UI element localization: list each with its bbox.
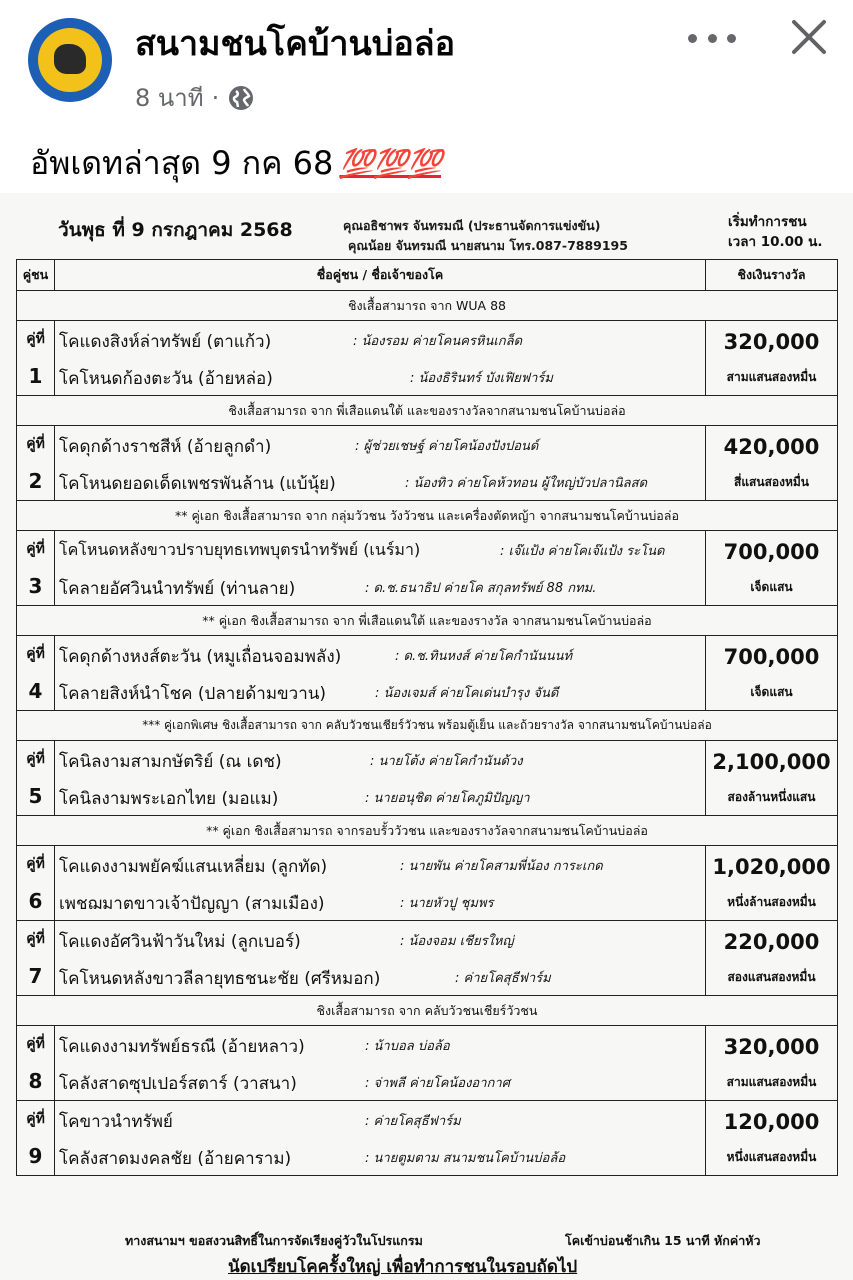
prize-cell bbox=[706, 1101, 838, 1176]
pair-number: 2 bbox=[28, 469, 43, 493]
owner-name: : นายตูมตาม สนามชนโคบ้านบ่อล้อ bbox=[365, 1151, 566, 1166]
prize-cell bbox=[706, 1026, 838, 1101]
owner-name: : ค่ายโคสุธีฟาร์ม bbox=[455, 971, 551, 986]
cow-name: โคลายสิงห์นำโชค (ปลายด้ามขวาน) bbox=[59, 684, 327, 704]
prize-cell bbox=[706, 741, 838, 816]
pair-number: 4 bbox=[28, 679, 43, 703]
prize-amount: 2,100,000 bbox=[712, 749, 831, 774]
prize-amount: 420,000 bbox=[723, 434, 820, 459]
table-row bbox=[17, 1026, 838, 1101]
post-meta bbox=[135, 78, 255, 117]
names-cell bbox=[55, 531, 706, 606]
cow-name: โคนิลงามพระเอกไทย (มอแม) bbox=[59, 789, 279, 809]
cow-name: โคโหนดหลังขาวปราบยุทธเทพบุตรนำทรัพย์ (เนร์มา) bbox=[59, 540, 421, 559]
meta-dot: · bbox=[211, 83, 220, 112]
owner-name: : นายหัวปู ชุมพร bbox=[400, 896, 494, 911]
note-row bbox=[17, 396, 838, 426]
owner-name: : น้าบอล บ่อล้อ bbox=[365, 1039, 450, 1054]
pair-word: คู่ที่ bbox=[26, 541, 45, 557]
footer-next-round: นัดเปรียบโคครั้งใหญ่ เพื่อทำการชนในรอบถัดไป bbox=[228, 1257, 578, 1277]
cow-name: โคลายอัศวินนำทรัพย์ (ท่านลาย) bbox=[59, 579, 296, 599]
owner-name: : น้องจอม เชียรใหญ่ bbox=[400, 934, 514, 949]
post-header bbox=[0, 0, 853, 130]
prize-cell bbox=[706, 426, 838, 501]
owner-name: : น้องรอม ค่ายโคนครหินเกล็ด bbox=[353, 334, 523, 349]
table-row bbox=[17, 921, 838, 996]
note-text: ชิงเสื้อสามารถ จาก คลับวัวชนเชียร์วัวชน bbox=[17, 996, 838, 1026]
prize-cell bbox=[706, 531, 838, 606]
names-cell bbox=[55, 636, 706, 711]
names-cell bbox=[55, 741, 706, 816]
poster-image[interactable] bbox=[0, 193, 853, 1280]
note-text: ** คู่เอก ชิงเสื้อสามารถ จากรอบรั้ววัวชน และของรางวัลจากสนามชนโคบ้านบ่อล่อ bbox=[17, 816, 838, 846]
prize-words: หนึ่งล้านสองหมื่น bbox=[727, 894, 816, 909]
owner-name: : ด.ช.ธนาธิป ค่ายโค สกุลทรัพย์ 88 กทม. bbox=[365, 581, 597, 596]
prize-amount: 120,000 bbox=[723, 1109, 820, 1134]
page-name[interactable]: สนามชนโคบ้านบ่อล่อ bbox=[135, 24, 455, 64]
event-date: วันพุธ ที่ 9 กรกฎาคม 2568 bbox=[58, 219, 293, 241]
prize-words: สามแสนสองหมื่น bbox=[726, 369, 817, 384]
cow-name: โคดุกด้างหงส์ตะวัน (หมูเถื่อนจอมพลัง) bbox=[59, 647, 342, 667]
prize-words: เจ็ดแสน bbox=[750, 579, 793, 594]
col-pair: คู่ชน bbox=[17, 260, 55, 291]
owner-name: : น้องทิว ค่ายโคห้วทอน ผู้ใหญ่บัวปลานิลสด bbox=[405, 476, 648, 491]
owner-name: : น้องธิรินทร์ บังเฟิยฟาร์ม bbox=[410, 371, 553, 386]
pair-number: 8 bbox=[28, 1069, 43, 1093]
note-row bbox=[17, 711, 838, 741]
cow-name: โคแดงงามพยัคฆ์แสนเหลี่ยม (ลูกทัด) bbox=[59, 857, 328, 877]
note-row bbox=[17, 606, 838, 636]
pair-number: 9 bbox=[28, 1144, 43, 1168]
start-label: เริ่มทำการชน bbox=[728, 214, 807, 230]
prize-cell bbox=[706, 321, 838, 396]
col-names: ชื่อคู่ชน / ชื่อเจ้าของโค bbox=[55, 260, 706, 291]
owner-name: : ผู้ช่วยเชษฐ์ ค่ายโคน้องปังปอนด์ bbox=[355, 439, 539, 454]
footer-late-rule: โคเข้าบ่อนช้าเกิน 15 นาที หักค่าหัว bbox=[565, 1233, 761, 1248]
pair-cell bbox=[17, 846, 55, 921]
pair-word: คู่ที่ bbox=[26, 331, 45, 347]
note-text: ชิงเสื้อสามารถ จาก พี่เสือแดนใต้ และของรางวัลจากสนามชนโคบ้านบ่อล่อ bbox=[17, 396, 838, 426]
prize-words: หนึ่งแสนสองหมื่น bbox=[726, 1149, 817, 1164]
pair-number: 3 bbox=[28, 574, 43, 598]
owner-name: : นายโต้ง ค่ายโคกำนันด้วง bbox=[370, 754, 523, 769]
prize-amount: 320,000 bbox=[723, 1034, 820, 1059]
names-cell bbox=[55, 426, 706, 501]
prize-amount: 700,000 bbox=[723, 644, 820, 669]
pair-cell bbox=[17, 741, 55, 816]
pair-cell bbox=[17, 426, 55, 501]
cow-name: โคแดงงามทรัพย์ธรณี (อ้ายหลาว) bbox=[59, 1037, 305, 1057]
note-row bbox=[17, 501, 838, 531]
note-text: *** คู่เอกพิเศษ ชิงเสื้อสามารถ จาก คลับวัวชนเชียร์วัวชน พร้อมตู้เย็น และถ้วยรางวัล จากสนามชนโคบ้านบ่อล่อ bbox=[17, 711, 838, 741]
names-cell bbox=[55, 321, 706, 396]
pair-cell bbox=[17, 321, 55, 396]
pair-cell bbox=[17, 1026, 55, 1101]
owner-name: : น้องเจมส์ ค่ายโคเด่นบำรุง จันดี bbox=[375, 686, 559, 701]
bull-icon bbox=[54, 44, 86, 74]
pair-cell bbox=[17, 921, 55, 996]
cow-name: โคโหนดก้องตะวัน (อ้ายหล่อ) bbox=[59, 369, 273, 389]
post-caption-text: อัพเดทล่าสุด 9 กค 68 bbox=[30, 144, 334, 182]
prize-cell bbox=[706, 846, 838, 921]
avatar-logo bbox=[38, 28, 102, 92]
col-prize: ชิงเงินรางวัล bbox=[706, 260, 838, 291]
table-row bbox=[17, 1101, 838, 1176]
field-master-line: คุณน้อย จันทรมณี นายสนาม โทร.087-7889195 bbox=[348, 238, 628, 253]
note-text: ชิงเสื้อสามารถ จาก WUA 88 bbox=[17, 291, 838, 321]
pair-word: คู่ที่ bbox=[26, 436, 45, 452]
close-icon[interactable] bbox=[788, 16, 830, 58]
prize-amount: 320,000 bbox=[723, 329, 820, 354]
table-row bbox=[17, 636, 838, 711]
prize-words: สามแสนสองหมื่น bbox=[726, 1074, 817, 1089]
prize-words: สี่แสนสองหมื่น bbox=[734, 474, 809, 489]
pair-number: 6 bbox=[28, 889, 43, 913]
prize-words: สองล้านหนึ่งแสน bbox=[727, 789, 816, 804]
owner-name: : นายอนุชิต ค่ายโคภูมิปัญญา bbox=[365, 791, 530, 806]
note-row bbox=[17, 291, 838, 321]
start-time: เวลา 10.00 น. bbox=[728, 234, 823, 250]
table-row bbox=[17, 531, 838, 606]
note-row bbox=[17, 996, 838, 1026]
more-options-icon[interactable] bbox=[688, 28, 736, 48]
pair-number: 1 bbox=[28, 364, 43, 388]
pair-word: คู่ที่ bbox=[26, 1111, 45, 1127]
owner-name: : เจ๊แป้ง ค่ายโคเจ๊แป้ง ระโนด bbox=[500, 544, 665, 559]
pair-cell bbox=[17, 636, 55, 711]
prize-amount: 700,000 bbox=[723, 539, 820, 564]
prize-cell bbox=[706, 636, 838, 711]
owner-name: : ค่ายโคสุธีฟาร์ม bbox=[365, 1114, 461, 1129]
owner-name: : จ่าพลี ค่ายโคน้องอากาศ bbox=[365, 1076, 510, 1091]
note-row bbox=[17, 816, 838, 846]
pair-word: คู่ที่ bbox=[26, 856, 45, 872]
owner-name: : นายพัน ค่ายโคสามพี่น้อง การะเกด bbox=[400, 859, 603, 874]
table-row bbox=[17, 321, 838, 396]
pair-number: 5 bbox=[28, 784, 43, 808]
post-caption bbox=[30, 138, 441, 189]
post-time[interactable]: 8 นาที bbox=[135, 84, 204, 112]
hundred-emoji: 💯💯💯 bbox=[339, 147, 441, 180]
table-row bbox=[17, 426, 838, 501]
note-text: ** คู่เอก ชิงเสื้อสามารถ จาก กลุ่มวัวชน วังวัวชน และเครื่องตัดหญ้า จากสนามชนโคบ้านบ่อล่อ bbox=[17, 501, 838, 531]
globe-icon bbox=[227, 84, 255, 112]
names-cell bbox=[55, 1026, 706, 1101]
names-cell bbox=[55, 1101, 706, 1176]
page-avatar[interactable] bbox=[28, 18, 112, 102]
cow-name: โคลังสาดซุปเปอร์สตาร์ (วาสนา) bbox=[59, 1074, 297, 1094]
table-header bbox=[17, 260, 838, 291]
pair-cell bbox=[17, 1101, 55, 1176]
organizer-line: คุณอธิชาพร จันทรมณี (ประธานจัดการแข่งขัน) bbox=[343, 218, 601, 233]
names-cell bbox=[55, 846, 706, 921]
cow-name: โคลังสาดมงคลชัย (อ้ายคาราม) bbox=[59, 1149, 292, 1169]
pair-word: คู่ที่ bbox=[26, 931, 45, 947]
cow-name: โคแดงอัศวินฟ้าวันใหม่ (ลูกเบอร์) bbox=[59, 932, 301, 952]
table-row bbox=[17, 846, 838, 921]
cow-name: โคขาวนำทรัพย์ bbox=[59, 1112, 173, 1132]
cow-name: โคโหนดยอดเด็ดเพชรพันล้าน (แบ้นุ้ย) bbox=[59, 474, 336, 494]
prize-cell bbox=[706, 921, 838, 996]
cow-name: โคโหนดหลังขาวลีลายุทธชนะชัย (ศรีหมอก) bbox=[59, 969, 381, 989]
prize-words: สองแสนสองหมื่น bbox=[727, 969, 816, 984]
note-text: ** คู่เอก ชิงเสื้อสามารถ จาก พี่เสือแดนใต้ และของรางวัล จากสนามชนโคบ้านบ่อล่อ bbox=[17, 606, 838, 636]
footer-rights: ทางสนามฯ ขอสงวนสิทธิ์ในการจัดเรียงคู่วัวในโปรแกรม bbox=[125, 1233, 423, 1248]
cow-name: เพชฌมาตขาวเจ้าปัญญา (สามเมือง) bbox=[59, 894, 325, 914]
prize-amount: 220,000 bbox=[723, 929, 820, 954]
pair-word: คู่ที่ bbox=[26, 1036, 45, 1052]
owner-name: : ด.ช.ทินหงส์ ค่ายโคกำนันนนท์ bbox=[395, 649, 573, 664]
cow-name: โคดุกด้างราชสีห์ (อ้ายลูกดำ) bbox=[59, 437, 272, 457]
prize-amount: 1,020,000 bbox=[712, 854, 831, 879]
pair-word: คู่ที่ bbox=[26, 751, 45, 767]
cow-name: โคแดงสิงห์ล่าทรัพย์ (ตาแก้ว) bbox=[59, 332, 272, 352]
cow-name: โคนิลงามสามกษัตริย์ (ณ เดช) bbox=[59, 752, 282, 772]
pair-number: 7 bbox=[28, 964, 43, 988]
prize-words: เจ็ดแสน bbox=[750, 684, 793, 699]
fight-program-table bbox=[16, 259, 838, 1176]
table-row bbox=[17, 741, 838, 816]
pair-word: คู่ที่ bbox=[26, 646, 45, 662]
poster-top bbox=[0, 193, 853, 255]
pair-cell bbox=[17, 531, 55, 606]
names-cell bbox=[55, 921, 706, 996]
